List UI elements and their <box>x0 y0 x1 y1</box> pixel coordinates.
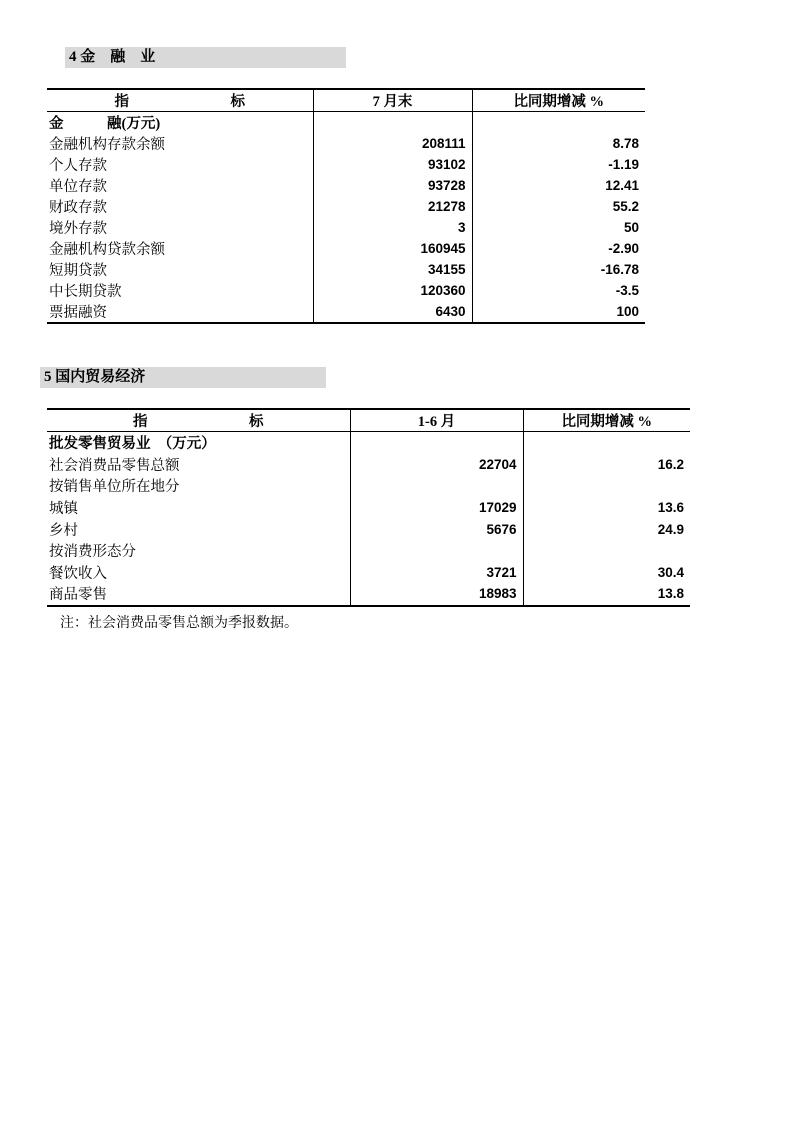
header-indicator: 指 标 <box>47 409 350 432</box>
value-cell: 22704 <box>350 454 523 476</box>
value-cell: 3 <box>313 217 472 238</box>
value-cell: 6430 <box>313 301 472 323</box>
change-cell: 30.4 <box>523 562 690 584</box>
table-header-row <box>47 89 645 112</box>
value-cell: 120360 <box>313 280 472 301</box>
indicator-cell: 财政存款 <box>49 200 107 216</box>
indicator-cell: 金 融(万元) <box>49 116 161 132</box>
table-row <box>47 217 645 238</box>
table-row <box>47 112 645 134</box>
table-row <box>47 432 690 454</box>
indicator-cell: 金融机构贷款余额 <box>49 242 165 258</box>
indicator-cell: 餐饮收入 <box>49 565 107 582</box>
change-cell <box>472 112 645 134</box>
indicator-cell: 批发零售贸易业 （万元） <box>49 436 216 453</box>
table-row <box>47 154 645 175</box>
value-cell: 3721 <box>350 562 523 584</box>
header-period: 7 月末 <box>313 89 472 112</box>
change-cell <box>523 432 690 454</box>
indicator-cell: 单位存款 <box>49 179 107 195</box>
footnote: 注：社会消费品零售总额为季报数据。 <box>60 616 298 631</box>
table-header-row <box>47 409 690 432</box>
table-row <box>47 475 690 497</box>
indicator-cell: 社会消费品零售总额 <box>49 457 180 474</box>
indicator-cell: 中长期贷款 <box>49 284 122 300</box>
indicator-cell: 乡村 <box>49 522 78 539</box>
header-change: 比同期增减 % <box>472 89 645 112</box>
indicator-cell: 按消费形态分 <box>49 544 136 561</box>
table-row <box>47 301 645 323</box>
change-cell: 55.2 <box>472 196 645 217</box>
value-cell <box>350 432 523 454</box>
trade-table-body <box>47 432 690 606</box>
table-row <box>47 583 690 606</box>
table-row <box>47 454 690 476</box>
change-cell <box>523 475 690 497</box>
table-row <box>47 540 690 562</box>
indicator-cell: 票据融资 <box>49 305 107 321</box>
value-cell: 18983 <box>350 583 523 606</box>
change-cell: 16.2 <box>523 454 690 476</box>
indicator-cell: 城镇 <box>49 501 78 518</box>
trade-table <box>47 408 690 607</box>
value-cell: 21278 <box>313 196 472 217</box>
table-row <box>47 175 645 196</box>
header-indicator: 指 标 <box>47 89 313 112</box>
header-period: 1-6 月 <box>350 409 523 432</box>
value-cell: 5676 <box>350 518 523 540</box>
table-row <box>47 133 645 154</box>
change-cell: 100 <box>472 301 645 323</box>
indicator-cell: 金融机构存款余额 <box>49 137 165 153</box>
indicator-cell: 个人存款 <box>49 158 107 174</box>
header-change: 比同期增减 % <box>523 409 690 432</box>
value-cell <box>350 475 523 497</box>
finance-table <box>47 88 645 324</box>
value-cell: 17029 <box>350 497 523 519</box>
value-cell <box>350 540 523 562</box>
table-row <box>47 562 690 584</box>
change-cell: 12.41 <box>472 175 645 196</box>
finance-table-body <box>47 112 645 324</box>
value-cell: 160945 <box>313 238 472 259</box>
change-cell: 24.9 <box>523 518 690 540</box>
section-title-trade: 5 国内贸易经济 <box>40 367 326 388</box>
table-row <box>47 280 645 301</box>
change-cell: -3.5 <box>472 280 645 301</box>
value-cell <box>313 112 472 134</box>
change-cell: 8.78 <box>472 133 645 154</box>
change-cell: 50 <box>472 217 645 238</box>
table-row <box>47 238 645 259</box>
indicator-cell: 按销售单位所在地分 <box>49 479 180 496</box>
change-cell: -16.78 <box>472 259 645 280</box>
indicator-cell: 商品零售 <box>49 587 107 604</box>
change-cell: -1.19 <box>472 154 645 175</box>
change-cell: -2.90 <box>472 238 645 259</box>
value-cell: 34155 <box>313 259 472 280</box>
table-row <box>47 259 645 280</box>
change-cell: 13.6 <box>523 497 690 519</box>
value-cell: 93102 <box>313 154 472 175</box>
section-title-finance: 4 金 融 业 <box>65 47 346 68</box>
value-cell: 93728 <box>313 175 472 196</box>
indicator-cell: 短期贷款 <box>49 263 107 279</box>
table-row <box>47 518 690 540</box>
table-row <box>47 497 690 519</box>
indicator-cell: 境外存款 <box>49 221 107 237</box>
change-cell <box>523 540 690 562</box>
value-cell: 208111 <box>313 133 472 154</box>
table-row <box>47 196 645 217</box>
change-cell: 13.8 <box>523 583 690 606</box>
